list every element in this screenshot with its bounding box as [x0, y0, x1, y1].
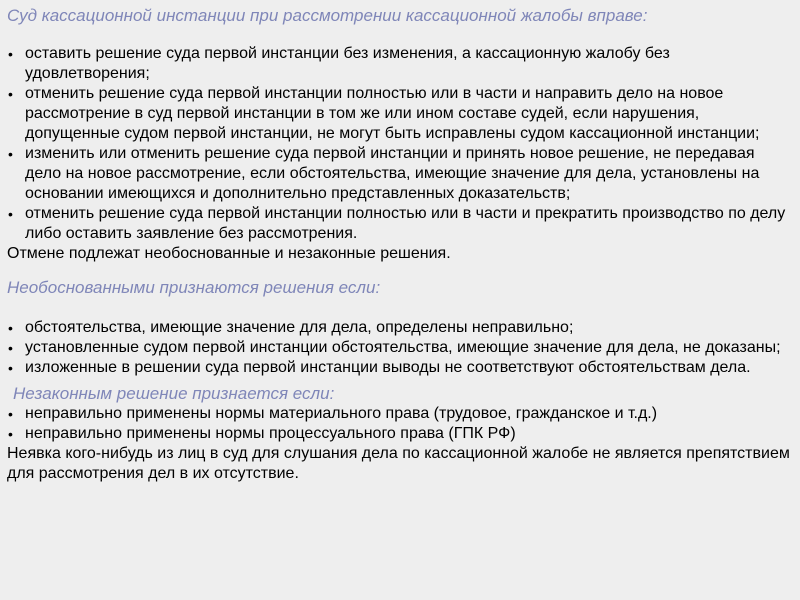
list-item-text: неправильно применены нормы материального права (трудовое, гражданское и т.д.)	[25, 405, 658, 422]
bullet-icon: •	[8, 406, 13, 422]
list-item-text: неправильно применены нормы процессуального права (ГПК РФ)	[25, 425, 516, 442]
bullet-icon: •	[8, 340, 13, 356]
cassation-powers-list	[7, 44, 790, 244]
list-item	[7, 424, 790, 444]
unlawful-decisions-list	[7, 404, 790, 444]
list-item	[7, 338, 790, 358]
list-item-text: обстоятельства, имеющие значение для дела, определены неправильно;	[25, 319, 574, 336]
bullet-icon: •	[8, 426, 13, 442]
list-item-text: отменить решение суда первой инстанции полностью или в части и направить дело на новое рассмотрение в суд первой инстанции в том же или ином составе судей, если нарушения, допущенные судом первой инстанции, не могут быть исправлены судом кассационной инстанции;	[25, 85, 760, 142]
list-item	[7, 358, 790, 378]
list-item-text: изменить или отменить решение суда первой инстанции и принять новое решение, не передавая дело на новое рассмотрение, если обстоятельства, имеющие значение для дела, установлены на основании имеющихся и дополнительно представленных доказательств;	[25, 145, 760, 202]
bullet-icon: •	[8, 46, 13, 62]
bullet-icon: •	[8, 146, 13, 162]
list-item-text: изложенные в решении суда первой инстанции выводы не соответствуют обстоятельствам дела.	[25, 359, 751, 376]
list-item	[7, 144, 790, 204]
list-item-text: отменить решение суда первой инстанции полностью или в части и прекратить производство по делу либо оставить заявление без рассмотрения.	[25, 205, 786, 242]
list-item	[7, 204, 790, 244]
unfounded-decisions-list	[7, 318, 790, 378]
list-item-text: установленные судом первой инстанции обстоятельства, имеющие значение для дела, не доказаны;	[25, 339, 781, 356]
section-heading-cassation-powers: Суд кассационной инстанции при рассмотрении кассационной жалобы вправе:	[7, 6, 648, 25]
annulment-note: Отмене подлежат необоснованные и незаконные решения.	[7, 245, 451, 262]
list-item	[7, 318, 790, 338]
list-item-text: оставить решение суда первой инстанции без изменения, а кассационную жалобу без удовлетворения;	[25, 45, 670, 82]
bullet-icon: •	[8, 360, 13, 376]
list-item	[7, 84, 790, 144]
bullet-icon: •	[8, 206, 13, 222]
bullet-icon: •	[8, 86, 13, 102]
list-item	[7, 44, 790, 84]
list-item	[7, 404, 790, 424]
section-heading-unfounded-decisions: Необоснованными признаются решения если:	[7, 278, 381, 297]
absence-note: Неявка кого-нибудь из лиц в суд для слушания дела по кассационной жалобе не является препятствием для рассмотрения дел в их отсутствие.	[7, 445, 790, 482]
bullet-icon: •	[8, 320, 13, 336]
section-heading-unlawful-decisions: Незаконным решение признается если:	[13, 384, 335, 403]
